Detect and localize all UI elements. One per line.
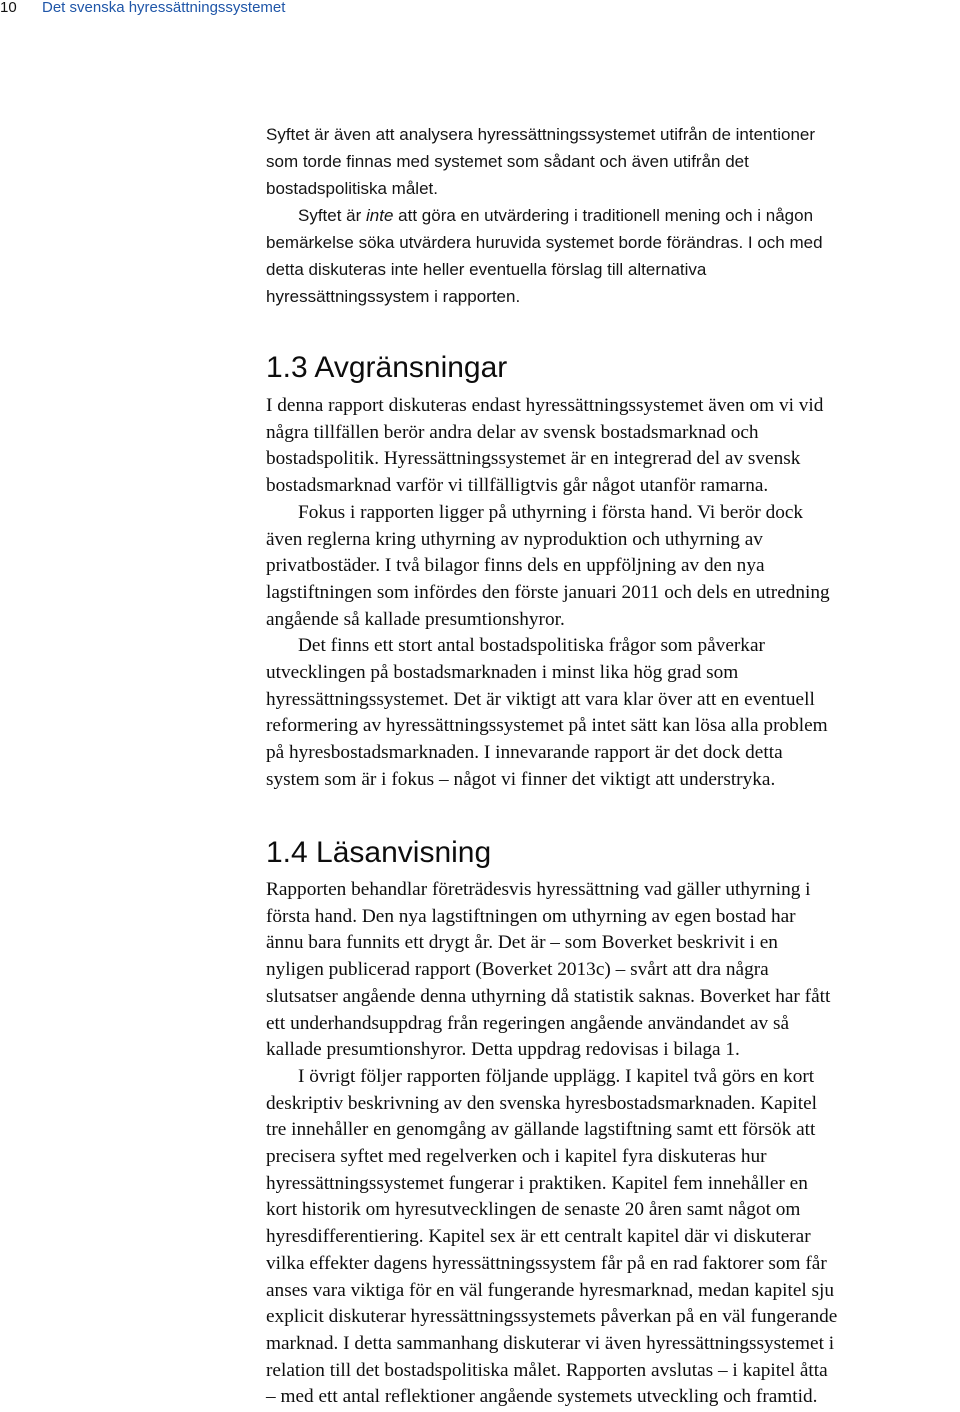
text-line: deskriptiv beskrivning av den svenska hyresbostadsmarknaden. Kapitel [266, 1092, 817, 1114]
section-avgransningar [266, 351, 960, 385]
intro-section [266, 121, 960, 310]
section-avgransningar-body [266, 393, 960, 794]
text-line: precisera syftet med regelverken och i kapitel fyra diskuteras hur [266, 1146, 767, 1168]
text-line: – med ett antal reflektioner angående systemets utveckling och framtid. [266, 1386, 818, 1408]
section-lasanvisning [266, 836, 960, 870]
text-line: hyressättningssystemet fungerar i praktiken. Kapitel fem innehåller en [266, 1172, 808, 1194]
text-line: bostadspolitiska målet. [266, 179, 438, 198]
text-line: några tillfällen berör andra delar av svensk bostadsmarknad och [266, 421, 759, 443]
text-line: hyressättningssystemet. Det är viktigt att vara klar över att en eventuell [266, 688, 815, 710]
text-line: explicit diskuterar hyressättningssystemets påverkan på en väl fungerande [266, 1306, 838, 1328]
body-paragraph [266, 877, 960, 1064]
text-line: I denna rapport diskuteras endast hyressättningssystemet även om vi vid [266, 395, 824, 416]
text-line: tre innehåller en genomgång av gällande lagstiftning samt ett försök att [266, 1119, 816, 1141]
text-line: lagstiftningen som infördes den förste januari 2011 och dels en utredning [266, 581, 830, 603]
text-line: bostadsmarknad varför vi tillfälligtvis går något utanför ramarna. [266, 475, 769, 497]
text-line: marknad. I detta sammanhang diskuterar vi även hyressättningssystemet i [266, 1332, 835, 1354]
text-line: kort historik om hyresutvecklingen de senaste 20 åren samt något om [266, 1199, 801, 1221]
intro-paragraph-2 [266, 202, 960, 310]
text-line: relation till det bostadspolitiska målet. Rapporten avslutas – i kapitel åtta [266, 1359, 828, 1381]
running-header [0, 0, 960, 16]
text-line [266, 202, 960, 229]
text-line: kallade presumtionshyror. Detta uppdrag redovisas i bilaga 1. [266, 1039, 740, 1061]
running-title: Det svenska hyressättningssystemet [42, 0, 286, 16]
text-run: att göra en utvärdering i traditionell mening och i någon [393, 206, 814, 225]
text-line: bostadspolitik. Hyressättningssystemet är en integrerad del av svensk [266, 448, 801, 470]
text-line: Fokus i rapporten ligger på uthyrning i första hand. Vi berör dock [298, 501, 804, 523]
text-line: slutsatser angående denna uthyrning då statistik saknas. Boverket har fått [266, 985, 831, 1007]
text-line: reformering av hyressättningssystemet på intet sätt kan lösa alla problem [266, 715, 828, 737]
text-line: hyressättningssystem i rapporten. [266, 287, 521, 306]
intro-paragraph-1 [266, 121, 960, 202]
body-paragraph [266, 633, 960, 793]
body-paragraph [266, 500, 960, 634]
text-line: som torde finnas med systemet som sådant och även utifrån det [266, 152, 749, 171]
section-lasanvisning-body [266, 877, 960, 1411]
text-line: utvecklingen på bostadsmarknaden i minst lika hög grad som [266, 662, 739, 684]
text-run: Syftet är [298, 206, 367, 225]
text-line: anses vara viktiga för en väl fungerande hyresmarknad, medan kapitel sju [266, 1279, 835, 1301]
body-paragraph [266, 393, 960, 500]
emphasis-text: inte [366, 206, 394, 225]
text-line: ett underhandsuppdrag från regeringen angående användandet av så [266, 1012, 790, 1034]
text-line: I övrigt följer rapporten följande upplägg. I kapitel två görs en kort [298, 1065, 815, 1087]
text-line: privatbostäder. I två bilagor finns dels en uppföljning av den nya [266, 555, 765, 577]
text-line: bemärkelse söka utvärdera huruvida systemet borde förändras. I och med [266, 233, 823, 252]
text-line: detta diskuteras inte heller eventuella förslag till alternativa [266, 260, 707, 279]
page-number: 10 [0, 0, 17, 16]
text-line: Rapporten behandlar företrädesvis hyressättning vad gäller uthyrning i [266, 879, 811, 900]
text-line: hyresdifferentiering. Kapitel sex är ett centralt kapitel där vi diskuterar [266, 1226, 811, 1248]
section-heading: 1.4 Läsanvisning [266, 836, 492, 869]
text-line: nyligen publicerad rapport (Boverket 2013c) – svårt att dra några [266, 959, 769, 981]
text-line: första hand. Den nya lagstiftningen om uthyrning av egen bostad har [266, 905, 796, 927]
text-line: vilka effekter dagens hyressättningssystem får på en rad faktorer som får [266, 1252, 827, 1274]
text-line: ännu bara funnits ett drygt år. Det är – som Boverket beskrivit i en [266, 932, 778, 954]
text-line: även reglerna kring uthyrning av nyproduktion och uthyrning av [266, 528, 763, 550]
body-paragraph [266, 1064, 960, 1411]
text-line: Det finns ett stort antal bostadspolitiska frågor som påverkar [298, 635, 765, 657]
text-line: angående så kallade presumtionshyror. [266, 608, 565, 630]
text-line: på hyresbostadsmarknaden. I innevarande rapport är det dock detta [266, 742, 783, 764]
text-line: system som är i fokus – något vi finner det viktigt att understryka. [266, 768, 776, 790]
section-heading: 1.3 Avgränsningar [266, 351, 508, 384]
text-line: Syftet är även att analysera hyressättningssystemet utifrån de intentioner [266, 125, 816, 144]
